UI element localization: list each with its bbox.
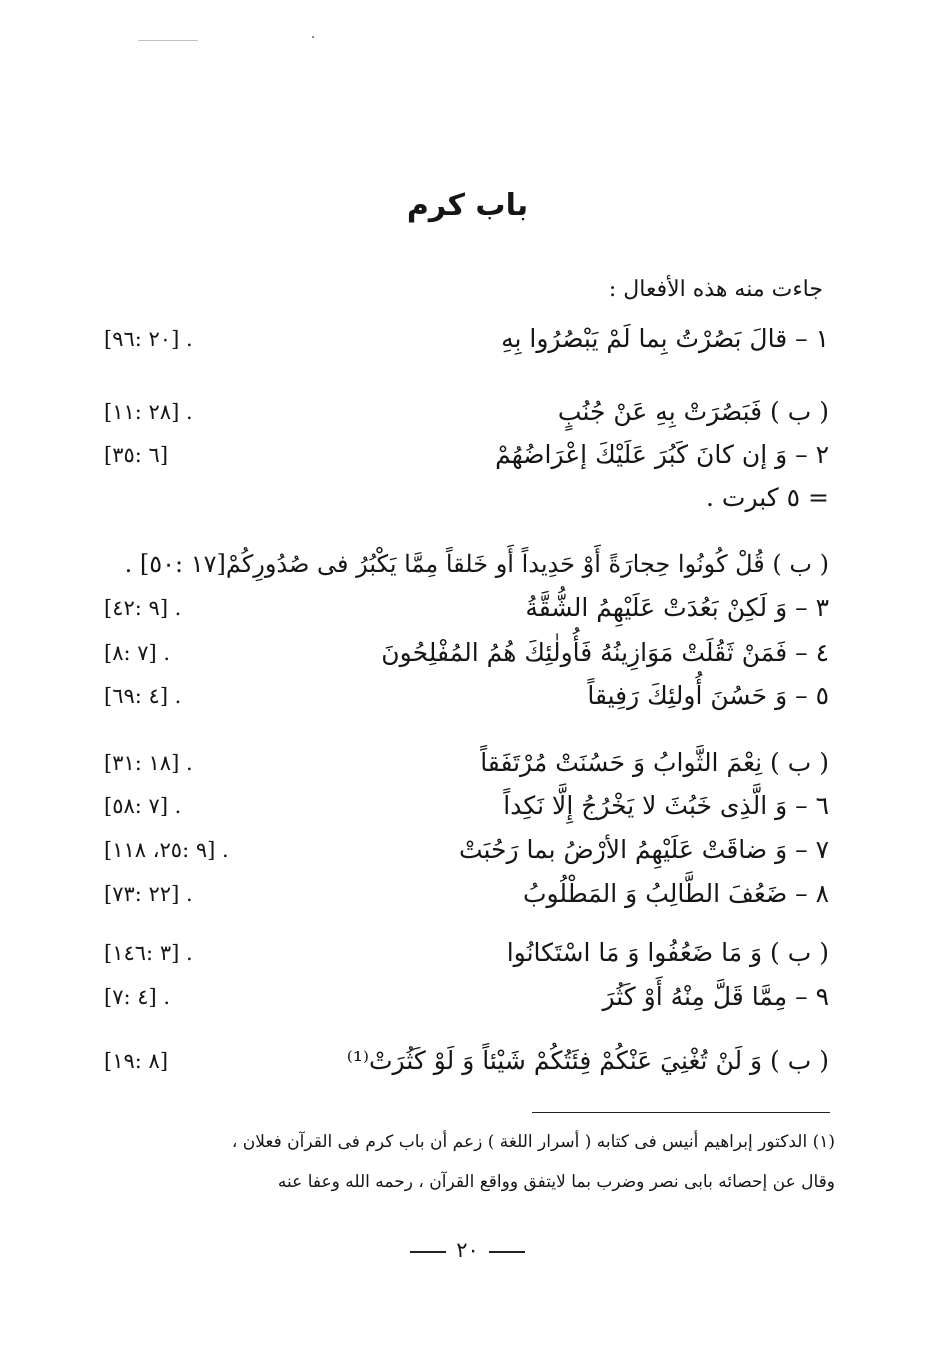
verse-text: ( ب ) وَ مَا ضَعُفُوا وَ مَا اسْتَكانُوا [506,938,829,967]
verse-reference: [٤ :٧] . [104,985,171,1009]
verse-text: ٥ – وَ حَسُنَ أُولئِكَ رَفِيقاً [587,681,829,710]
verse-reference: [٧ :٥٨] . [104,794,182,818]
verse-row [0,934,935,972]
verse-row [0,634,935,672]
verse-row [0,589,935,627]
verse-reference: [٤ :٦٩] . [104,684,182,708]
page-number-dash [489,1251,525,1253]
verse-text: ( ب ) قُلْ كُونُوا حِجارَةً أَوْ حَدِيداً أَو خَلقاً مِمَّا يَكْبُرُ فى صُدُورِكُمْ[١٧ :٥٠] . [124,550,829,578]
verse-row [0,978,935,1016]
verse-row [0,875,935,913]
verse-row [0,744,935,782]
verse-reference: [٣ :١٤٦] . [104,941,193,965]
verse-reference: [٩ :٤٢] . [104,596,182,620]
verse-reference: [٧ :٨] . [104,641,171,665]
verse-reference: [٦ :٣٥] [104,443,169,467]
scan-artifact-line [138,40,198,41]
page-number-value: ٢٠ [456,1238,479,1262]
page-number-dash [410,1251,446,1253]
verse-text: ٦ – وَ الَّذِى خَبُثَ لا يَخْرُجُ إِلَّا نَكِداً [503,791,829,820]
verse-text: ٤ – فَمَنْ ثَقُلَتْ مَوَازِينُهُ فَأُولٰئِكَ هُمُ المُفْلِحُونَ [381,638,829,667]
verse-text: ١ – قالَ بَصُرْتُ بِما لَمْ يَبْصُرُوا بِهِ [501,324,829,353]
verse-row [0,831,935,869]
verse-text: ( ب ) فَبَصُرَتْ بِهِ عَنْ جُنُبٍ [557,397,829,426]
scan-artifact-dot [312,36,314,38]
intro-line: جاءت منه هذه الأفعال : [608,277,823,302]
verse-row [0,320,935,358]
verse-text: ٨ – ضَعُفَ الطَّالِبُ وَ المَطْلُوبُ [522,879,829,908]
verse-row [0,787,935,825]
verse-row [0,545,935,583]
footnote-line: وقال عن إحصائه بابى نصر وضرب بما لايتفق وواقع القرآن ، رحمه الله وعفا عنه [277,1172,835,1192]
verse-reference: [٨ :١٩] [104,1049,169,1073]
verse-row [0,677,935,715]
verse-text: ٩ – مِمَّا قَلَّ مِنْهُ أَوْ كَثُرَ [602,982,829,1011]
verse-text: ٣ – وَ لَكِنْ بَعُدَتْ عَلَيْهِمُ الشُّقَّةُ [525,593,829,622]
verse-reference: [١٨ :٣١] . [104,751,193,775]
verse-text: = ٥ كبرت . [706,483,829,512]
verse-row [0,436,935,474]
verse-text: ( ب ) وَ لَنْ تُغْنِيَ عَنْكُمْ فِئَتُكُمْ شَيْئاً وَ لَوْ كَثُرَتْ⁽¹⁾ [346,1046,829,1075]
footnote-line: (١) الدكتور إبراهيم أنيس فى كتابه ( أسرار اللغة ) زعم أن باب كرم فى القرآن فعلان ، [231,1132,835,1152]
verse-text: ( ب ) نِعْمَ الثَّوابُ وَ حَسُنَتْ مُرْتَفَقاً [480,748,829,777]
verse-text: ٢ – وَ إن كانَ كَبُرَ عَلَيْكَ إعْرَاضُهُمْ [495,440,829,469]
footnote-divider [532,1112,830,1113]
verse-text: ٧ – وَ ضاقَتْ عَلَيْهِمُ الأرْضُ بما رَحُبَتْ [458,835,829,864]
verse-reference: [٢٠ :٩٦] . [104,327,193,351]
verse-reference: [٢٢ :٧٣] . [104,882,193,906]
verse-row [0,479,935,517]
page-number [0,1238,935,1262]
page-title: باب كرم [406,188,529,223]
verse-row [0,1042,935,1080]
verse-reference: [٢٨ :١١] . [104,400,193,424]
verse-row [0,393,935,431]
verse-reference: [٩ :٢٥، ١١٨] . [104,838,229,862]
